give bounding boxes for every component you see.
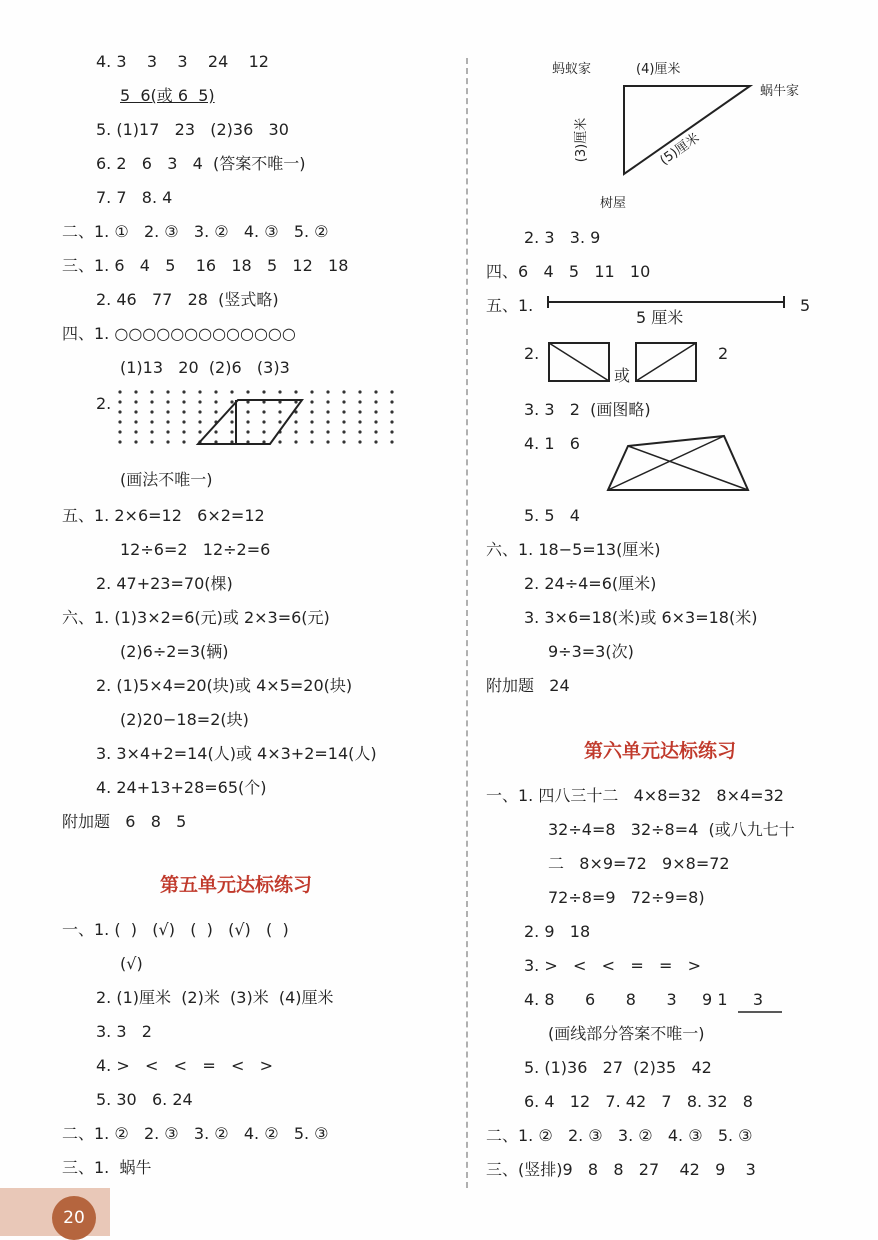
answer-line: 2. 47+23=70(棵) (96, 574, 233, 593)
grid-dot (326, 400, 329, 403)
grid-dot (198, 390, 201, 393)
answer-line: 六、1. 18−5=13(厘米) (486, 540, 661, 559)
grid-dot (166, 420, 169, 423)
grid-dot (118, 440, 121, 443)
grid-dot (246, 420, 249, 423)
answer-line: 4. > < < = < > (96, 1056, 274, 1075)
answer-line: 三、(竖排)9 8 8 27 42 9 3 (486, 1160, 756, 1179)
grid-dot (166, 400, 169, 403)
answer-line: 四、6 4 5 11 10 (486, 262, 651, 281)
grid-dot (150, 430, 153, 433)
answer-line: 二、1. ① 2. ③ 3. ② 4. ③ 5. ② (62, 222, 329, 241)
answer-line: 4. 24+13+28=65(个) (96, 778, 267, 797)
grid-dot (246, 390, 249, 393)
answer-line: 2. 46 77 28 (竖式略) (96, 290, 279, 309)
answer-line: 5. 5 4 (524, 506, 580, 525)
answer-line: 五、1. (486, 296, 534, 315)
grid-dot (374, 420, 377, 423)
triangle-label: (4)厘米 (636, 62, 681, 77)
grid-dot (278, 410, 281, 413)
grid-dot (150, 400, 153, 403)
answer-line: 4. 3 3 3 24 12 (96, 52, 269, 71)
grid-dot (230, 400, 233, 403)
grid-dot (230, 410, 233, 413)
answer-line: 附加题 24 (486, 676, 570, 695)
answer-line: 二 8×9=72 9×8=72 (548, 854, 730, 873)
grid-dot (358, 390, 361, 393)
grid-dot (374, 410, 377, 413)
grid-dot (166, 430, 169, 433)
triangle-label: 树屋 (600, 196, 627, 211)
grid-dot (374, 390, 377, 393)
answer-line: 9÷3=3(次) (548, 642, 634, 661)
grid-dot (150, 390, 153, 393)
grid-dot (150, 420, 153, 423)
grid-dot (374, 430, 377, 433)
grid-dot (390, 400, 393, 403)
answer-line: 2. (524, 344, 540, 363)
grid-dot (310, 400, 313, 403)
answer-line: 6. 2 6 3 4 (答案不唯一) (96, 154, 306, 173)
grid-dot (182, 430, 185, 433)
answer-line: 一、1. ( ) (√) ( ) (√) ( ) (62, 920, 289, 939)
grid-dot (294, 430, 297, 433)
answer-line: 3. 3 2 (96, 1022, 152, 1041)
answer-line: 3. 3 2 (画图略) (524, 400, 651, 419)
answer-line: 2. 3 3. 9 (524, 228, 601, 247)
answer-line: 四、1. ○○○○○○○○○○○○○ (62, 324, 296, 343)
grid-dot (262, 390, 265, 393)
answer-line: 2. 9 18 (524, 922, 591, 941)
grid-dot (134, 400, 137, 403)
grid-dot (278, 440, 281, 443)
grid-dot (390, 440, 393, 443)
triangle-label: 蜗牛家 (760, 84, 800, 99)
triangle-label: (3)厘米 (574, 117, 590, 163)
grid-dot (310, 440, 313, 443)
grid-dot (118, 420, 121, 423)
answer-line: (√) (120, 954, 143, 973)
grid-dot (358, 420, 361, 423)
answer-line: (2)20−18=2(块) (120, 710, 249, 729)
answer-line: 4. 1 6 (524, 434, 580, 453)
grid-dot (214, 390, 217, 393)
grid-dot (182, 400, 185, 403)
grid-dot (166, 390, 169, 393)
grid-dot (182, 440, 185, 443)
grid-dot (278, 390, 281, 393)
answer-line: 5. (1)36 27 (2)35 42 (524, 1058, 712, 1077)
answer-line: 2. 24÷4=6(厘米) (524, 574, 657, 593)
answer-line: 4. 8 6 8 3 9 1 3 (524, 990, 764, 1009)
answer-value: 5 (800, 296, 811, 315)
answer-underline (738, 1010, 784, 1014)
grid-dot (262, 410, 265, 413)
answer-line: 7. 7 8. 4 (96, 188, 173, 207)
grid-dot (310, 420, 313, 423)
grid-dot (198, 430, 201, 433)
answer-line: 12÷6=2 12÷2=6 (120, 540, 271, 559)
grid-dot (390, 430, 393, 433)
grid-dot (150, 440, 153, 443)
grid-dot (310, 390, 313, 393)
answer-line: 3. 3×4+2=14(人)或 4×3+2=14(人) (96, 744, 377, 763)
answer-line: 2. (1)厘米 (2)米 (3)米 (4)厘米 (96, 988, 334, 1007)
grid-dot (118, 390, 121, 393)
grid-dot (118, 400, 121, 403)
answer-line: 5 6(或 6 5) (120, 86, 215, 105)
answer-line: 3. > < < = = > (524, 956, 702, 975)
grid-dot (134, 430, 137, 433)
grid-dot (294, 390, 297, 393)
grid-dot (342, 420, 345, 423)
grid-dot (166, 410, 169, 413)
grid-dot (134, 420, 137, 423)
grid-dot (214, 430, 217, 433)
grid-dot (198, 420, 201, 423)
grid-dot (390, 410, 393, 413)
grid-dot (390, 390, 393, 393)
answer-line: 二、1. ② 2. ③ 3. ② 4. ③ 5. ③ (486, 1126, 753, 1145)
answer-line: 2. (96, 394, 112, 413)
grid-dot (214, 410, 217, 413)
grid-dot (262, 420, 265, 423)
grid-dot (230, 390, 233, 393)
answer-line: 一、1. 四八三十二 4×8=32 8×4=32 (486, 786, 784, 805)
grid-dot (310, 430, 313, 433)
grid-dot (358, 440, 361, 443)
triangle-diagram (600, 82, 760, 182)
grid-dot (358, 410, 361, 413)
grid-dot (246, 430, 249, 433)
answer-line: 32÷4=8 32÷8=4 (或八九七十 (548, 820, 795, 839)
grid-dot (358, 400, 361, 403)
grid-dot (326, 440, 329, 443)
answer-line: (画线部分答案不唯一) (548, 1024, 705, 1043)
answer-line: 3. 3×6=18(米)或 6×3=18(米) (524, 608, 758, 627)
grid-dot (326, 420, 329, 423)
column-divider (466, 58, 468, 1188)
grid-dot (294, 440, 297, 443)
grid-dot (134, 440, 137, 443)
answer-line: 5. (1)17 23 (2)36 30 (96, 120, 289, 139)
grid-dot (150, 410, 153, 413)
grid-dot (390, 420, 393, 423)
grid-dot (310, 410, 313, 413)
grid-dot (182, 420, 185, 423)
answer-value: 2 (718, 344, 729, 363)
grid-dot (326, 430, 329, 433)
answer-line: 5. 30 6. 24 (96, 1090, 193, 1109)
grid-dot (182, 390, 185, 393)
answer-line: 72÷8=9 72÷9=8) (548, 888, 705, 907)
grid-dot (262, 430, 265, 433)
answer-line: 6. 4 12 7. 42 7 8. 32 8 (524, 1092, 753, 1111)
grid-dot (198, 400, 201, 403)
answer-line: 二、1. ② 2. ③ 3. ② 4. ② 5. ③ (62, 1124, 329, 1143)
answer-line: 五、1. 2×6=12 6×2=12 (62, 506, 265, 525)
grid-dot (374, 440, 377, 443)
answer-line: 三、1. 蜗牛 (62, 1158, 152, 1177)
grid-dot (342, 410, 345, 413)
grid-dot (134, 410, 137, 413)
grid-dot (198, 410, 201, 413)
answer-line: 附加题 6 8 5 (62, 812, 187, 831)
answer-line: 三、1. 6 4 5 16 18 5 12 18 (62, 256, 349, 275)
grid-dot (118, 430, 121, 433)
section-title: 第五单元达标练习 (160, 874, 313, 896)
page-number: 20 (52, 1196, 96, 1240)
grid-dot (182, 410, 185, 413)
section-title: 第六单元达标练习 (584, 740, 737, 762)
answer-line: 六、1. (1)3×2=6(元)或 2×3=6(元) (62, 608, 330, 627)
grid-dot (342, 400, 345, 403)
grid-dot (230, 420, 233, 423)
grid-dot (246, 410, 249, 413)
answer-line: 2. (1)5×4=20(块)或 4×5=20(块) (96, 676, 353, 695)
triangle-label: 蚂蚁家 (552, 62, 592, 77)
grid-dot (358, 430, 361, 433)
trapezoid-diagonals (606, 434, 756, 494)
dot-grid-parallelogram (118, 392, 418, 452)
grid-dot (118, 410, 121, 413)
triangle-label: (5)厘米 (657, 130, 703, 169)
grid-dot (134, 390, 137, 393)
grid-dot (294, 420, 297, 423)
or-label: 或 (614, 366, 631, 385)
grid-dot (326, 390, 329, 393)
segment-caption: 5 厘米 (636, 308, 684, 327)
grid-dot (166, 440, 169, 443)
grid-dot (342, 390, 345, 393)
grid-dot (230, 430, 233, 433)
grid-dot (342, 430, 345, 433)
answer-line: (1)13 20 (2)6 (3)3 (120, 358, 290, 377)
grid-dot (214, 400, 217, 403)
answer-line: (画法不唯一) (120, 470, 213, 489)
grid-dot (374, 400, 377, 403)
grid-dot (326, 410, 329, 413)
grid-dot (278, 420, 281, 423)
answer-line: (2)6÷2=3(辆) (120, 642, 229, 661)
grid-dot (342, 440, 345, 443)
